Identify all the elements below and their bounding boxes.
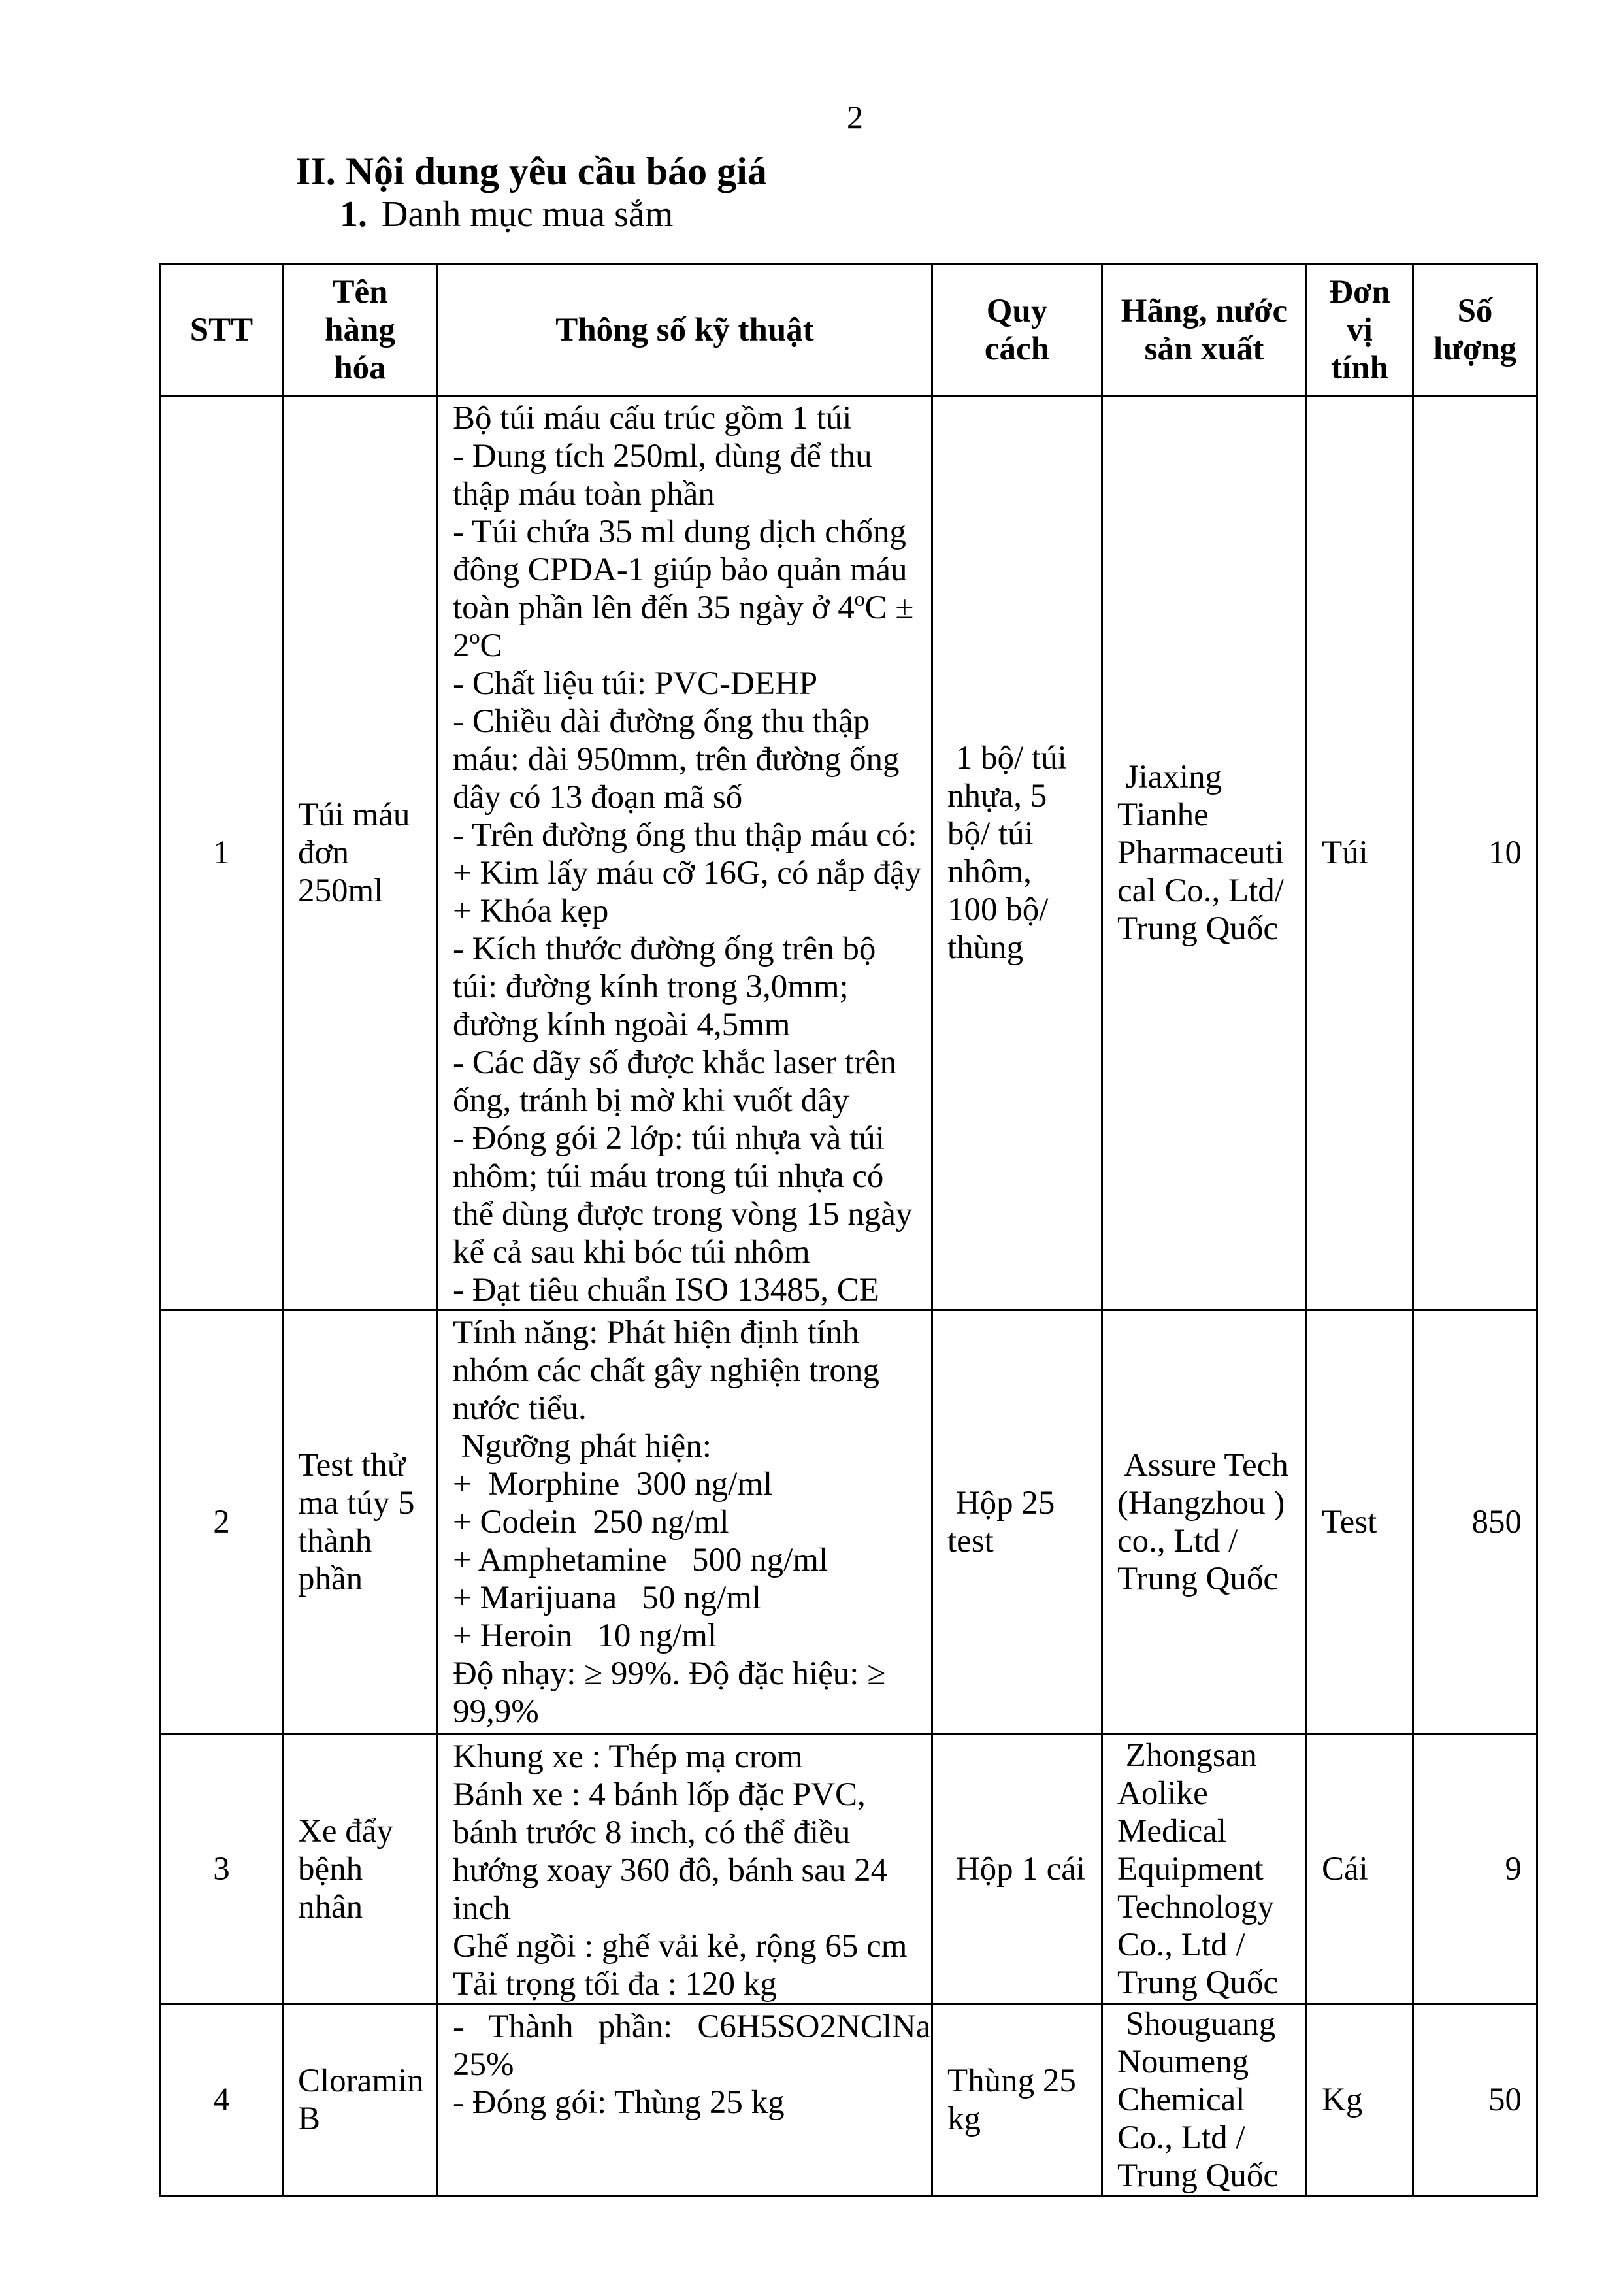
cell-spec-line: - Chiều dài đường ống thu thập	[453, 703, 870, 740]
cell-spec-line: + Khóa kẹp	[453, 893, 609, 929]
cell-name-line: Cloramin	[298, 2063, 424, 2099]
table-row	[161, 396, 1537, 1310]
header-stt	[161, 264, 283, 396]
cell-spec-line: 25%	[453, 2046, 514, 2083]
cell-stt: 3	[161, 1735, 283, 2005]
cell-spec-line: - Dung tích 250ml, dùng để thu	[453, 438, 872, 474]
cell-packing	[932, 396, 1102, 1310]
header-spec	[438, 264, 932, 396]
cell-maker-line: Co., Ltd /	[1117, 1927, 1245, 1963]
cell-unit: Cái	[1307, 1735, 1413, 2005]
subsection-text: Danh mục mua sắm	[382, 194, 674, 235]
cell-name-line: 250ml	[298, 873, 384, 909]
header-unit	[1307, 264, 1413, 396]
cell-maker-line: Assure Tech	[1117, 1447, 1288, 1484]
cell-spec-line: + Amphetamine 500 ng/ml	[453, 1542, 828, 1578]
cell-packing	[932, 1310, 1102, 1735]
header-line: STT	[189, 311, 254, 348]
table-row	[161, 2005, 1537, 2196]
cell-maker	[1102, 2005, 1307, 2196]
cell-name	[283, 1310, 438, 1735]
cell-name	[283, 2005, 438, 2196]
cell-spec-line: túi: đường kính trong 3,0mm;	[453, 969, 849, 1005]
cell-spec	[438, 396, 932, 1310]
header-name	[283, 264, 438, 396]
cell-spec-line: - Túi chứa 35 ml dung dịch chống	[453, 514, 906, 550]
cell-name-line: phần	[298, 1561, 363, 1597]
cell-name-line: Túi máu	[298, 797, 410, 833]
cell-qty: 850	[1413, 1310, 1537, 1735]
cell-maker-line: Jiaxing	[1117, 759, 1222, 795]
cell-packing	[932, 1735, 1102, 2005]
header-line: Hãng, nước	[1121, 292, 1288, 329]
cell-maker-line: (Hangzhou )	[1117, 1485, 1285, 1522]
cell-spec-line: Bánh xe : 4 bánh lốp đặc PVC,	[453, 1776, 866, 1813]
cell-qty: 10	[1413, 396, 1537, 1310]
cell-spec-line: dây có 13 đoạn mã số	[453, 779, 743, 816]
cell-spec-line: - Đóng gói 2 lớp: túi nhựa và túi	[453, 1120, 885, 1157]
cell-maker-line: Technology	[1117, 1889, 1275, 1925]
cell-maker-line: Trung Quốc	[1117, 2157, 1279, 2194]
header-line: cách	[984, 330, 1050, 367]
cell-spec-line: Độ nhạy: ≥ 99%. Độ đặc hiệu: ≥	[453, 1655, 886, 1692]
table-row	[161, 1310, 1537, 1735]
cell-spec-line: Tính năng: Phát hiện định tính	[453, 1314, 859, 1351]
header-line: Quy	[986, 292, 1048, 329]
cell-name-line: đơn	[298, 835, 349, 871]
cell-spec-line: - Chất liệu túi: PVC-DEHP	[453, 665, 818, 702]
cell-spec-line: thể dùng được trong vòng 15 ngày	[453, 1196, 913, 1233]
header-line: lượng	[1434, 330, 1516, 367]
cell-stt: 2	[161, 1310, 283, 1735]
subsection-title	[340, 193, 673, 235]
cell-spec-line: máu: dài 950mm, trên đường ống	[453, 741, 900, 778]
header-line: Tên	[332, 273, 388, 310]
cell-name-line: nhân	[298, 1889, 363, 1925]
cell-qty: 50	[1413, 2005, 1537, 2196]
cell-packing-line: 1 bộ/ túi	[947, 740, 1067, 776]
cell-spec-line: 2ºC	[453, 627, 502, 664]
cell-spec-line: Ghế ngồi : ghế vải kẻ, rộng 65 cm	[453, 1928, 908, 1965]
header-line: Số	[1457, 292, 1493, 329]
cell-spec-line: + Morphine 300 ng/ml	[453, 1466, 773, 1503]
page-number: 2	[847, 99, 863, 135]
cell-packing	[932, 2005, 1102, 2196]
cell-maker-line: Trung Quốc	[1117, 910, 1279, 947]
header-line: hàng	[325, 311, 395, 348]
cell-unit: Test	[1307, 1310, 1413, 1735]
table-row	[161, 1735, 1537, 2005]
cell-spec-line: inch	[453, 1890, 510, 1927]
cell-spec-line: + Marijuana 50 ng/ml	[453, 1580, 762, 1616]
cell-spec-line: - Kích thước đường ống trên bộ	[453, 931, 876, 967]
cell-spec-line: nhóm các chất gây nghiện trong	[453, 1352, 879, 1389]
cell-packing-line: Hộp 25	[947, 1485, 1055, 1522]
cell-spec-line: + Heroin 10 ng/ml	[453, 1618, 717, 1654]
cell-spec-line: Bộ túi máu cấu trúc gồm 1 túi	[453, 400, 852, 437]
cell-spec-line: đường kính ngoài 4,5mm	[453, 1007, 791, 1043]
cell-name	[283, 1735, 438, 2005]
cell-spec-line: Tải trọng tối đa : 120 kg	[453, 1966, 777, 2003]
cell-packing-line: Thùng 25	[947, 2063, 1076, 2099]
cell-maker	[1102, 1735, 1307, 2005]
cell-spec-line: nhôm; túi máu trong túi nhựa có	[453, 1158, 884, 1195]
cell-packing-line: 100 bộ/	[947, 891, 1049, 928]
cell-maker-line: Trung Quốc	[1117, 1965, 1279, 2001]
cell-maker	[1102, 1310, 1307, 1735]
cell-name-line: B	[298, 2101, 321, 2137]
cell-spec-line: đông CPDA-1 giúp bảo quản máu	[453, 552, 908, 588]
header-line: hóa	[334, 349, 386, 386]
table-header-row	[161, 264, 1537, 396]
header-line: sản xuất	[1144, 330, 1264, 367]
cell-maker-line: Zhongsan	[1117, 1737, 1257, 1774]
cell-maker-line: Trung Quốc	[1117, 1561, 1279, 1597]
cell-stt: 1	[161, 396, 283, 1310]
cell-packing-line: nhôm,	[947, 854, 1032, 890]
cell-spec	[438, 1310, 932, 1735]
procurement-table	[159, 263, 1538, 2197]
cell-spec-line: kể cả sau khi bóc túi nhôm	[453, 1234, 810, 1271]
cell-packing-line: thùng	[947, 929, 1024, 966]
cell-maker-line: Shouguang	[1117, 2006, 1276, 2042]
cell-spec	[438, 1735, 932, 2005]
cell-packing-line: bộ/ túi	[947, 816, 1034, 852]
cell-spec-line: thập máu toàn phần	[453, 476, 715, 512]
cell-maker-line: Equipment	[1117, 1851, 1264, 1888]
cell-unit: Túi	[1307, 396, 1413, 1310]
cell-spec-line: - Thành phần: C6H5SO2NClNa	[453, 2008, 931, 2045]
cell-maker-line: Noumeng	[1117, 2044, 1249, 2080]
cell-name-line: bệnh	[298, 1851, 363, 1888]
cell-name-line: thành	[298, 1523, 372, 1559]
cell-packing-line: kg	[947, 2101, 981, 2137]
cell-spec-line: - Đóng gói: Thùng 25 kg	[453, 2084, 785, 2121]
cell-spec-line: nước tiểu.	[453, 1390, 587, 1427]
cell-spec-line: Ngưỡng phát hiện:	[453, 1428, 712, 1465]
cell-maker-line: cal Co., Ltd/	[1117, 873, 1284, 909]
section-title: II. Nội dung yêu cầu báo giá	[295, 150, 767, 193]
header-packing	[932, 264, 1102, 396]
cell-unit: Kg	[1307, 2005, 1413, 2196]
cell-spec-line: Khung xe : Thép mạ crom	[453, 1739, 803, 1775]
cell-spec-line: toàn phần lên đến 35 ngày ở 4ºC ±	[453, 590, 914, 626]
cell-maker-line: Medical	[1117, 1813, 1227, 1850]
cell-name-line: Test thử	[298, 1447, 406, 1484]
cell-spec	[438, 2005, 932, 2196]
cell-packing-line: test	[947, 1523, 994, 1559]
cell-name-line: ma túy 5	[298, 1485, 415, 1522]
header-line: tính	[1331, 349, 1388, 386]
cell-maker-line: Pharmaceuti	[1117, 835, 1284, 871]
cell-maker-line: Aolike	[1117, 1775, 1208, 1812]
header-line: Đơn	[1329, 273, 1390, 310]
cell-spec-line: ống, tránh bị mờ khi vuốt dây	[453, 1082, 849, 1119]
header-qty	[1413, 264, 1537, 396]
cell-spec-line: 99,9%	[453, 1693, 539, 1730]
cell-qty: 9	[1413, 1735, 1537, 2005]
cell-spec-line: bánh trước 8 inch, có thể điều	[453, 1814, 851, 1851]
cell-spec-line: - Đạt tiêu chuẩn ISO 13485, CE	[453, 1272, 879, 1308]
cell-spec-line: - Các dãy số được khắc laser trên	[453, 1044, 897, 1081]
cell-maker-line: co., Ltd /	[1117, 1523, 1238, 1559]
cell-maker-line: Co., Ltd /	[1117, 2120, 1245, 2156]
header-maker	[1102, 264, 1307, 396]
cell-maker	[1102, 396, 1307, 1310]
cell-maker-line: Chemical	[1117, 2082, 1245, 2118]
cell-name-line: Xe đẩy	[298, 1813, 393, 1850]
cell-spec-line: - Trên đường ống thu thập máu có:	[453, 817, 917, 854]
header-line: vị	[1347, 311, 1373, 348]
cell-spec-line: + Codein 250 ng/ml	[453, 1504, 729, 1540]
cell-spec-line: + Kim lấy máu cỡ 16G, có nắp đậy	[453, 855, 922, 891]
cell-packing-line: nhựa, 5	[947, 778, 1047, 814]
cell-maker-line: Tianhe	[1117, 797, 1209, 833]
cell-spec-line: hướng xoay 360 đô, bánh sau 24	[453, 1852, 888, 1889]
subsection-number: 1.	[340, 194, 367, 235]
cell-packing-line: Hộp 1 cái	[947, 1851, 1086, 1888]
header-line: Thông số kỹ thuật	[555, 311, 814, 348]
cell-name	[283, 396, 438, 1310]
cell-stt: 4	[161, 2005, 283, 2196]
